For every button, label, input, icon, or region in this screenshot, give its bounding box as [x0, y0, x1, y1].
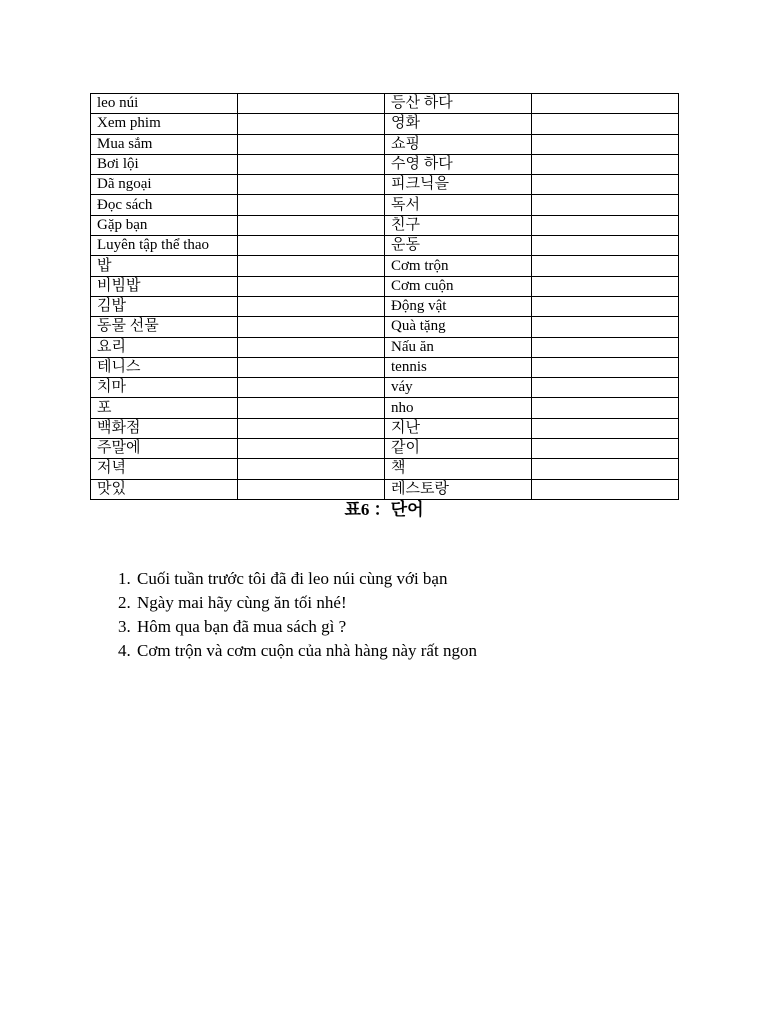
- table-cell: tennis: [385, 357, 532, 377]
- table-cell: Cơm cuộn: [385, 276, 532, 296]
- table-cell: [532, 337, 679, 357]
- table-cell: Dã ngoại: [91, 175, 238, 195]
- table-cell: [238, 256, 385, 276]
- table-row: [91, 479, 679, 499]
- table-cell: 백화점: [91, 418, 238, 438]
- list-item: 2. Ngày mai hãy cùng ăn tối nhé!: [135, 591, 477, 615]
- table-cell: 쇼핑: [385, 134, 532, 154]
- table-cell: Xem phim: [91, 114, 238, 134]
- table-cell: 테니스: [91, 357, 238, 377]
- table-cell: Quà tặng: [385, 317, 532, 337]
- table-cell: [532, 439, 679, 459]
- table-cell: [532, 418, 679, 438]
- table-cell: nho: [385, 398, 532, 418]
- table-cell: [238, 215, 385, 235]
- list-item: 4. Cơm trộn và cơm cuộn của nhà hàng này rất ngon: [135, 639, 477, 663]
- table-cell: leo núi: [91, 94, 238, 114]
- table-cell: [238, 418, 385, 438]
- table-cell: [238, 134, 385, 154]
- table-cell: 맛있: [91, 479, 238, 499]
- table-cell: [238, 94, 385, 114]
- table-cell: 같이: [385, 439, 532, 459]
- table-cell: [238, 479, 385, 499]
- table-cell: [532, 276, 679, 296]
- table-cell: [238, 175, 385, 195]
- table-cell: 책: [385, 459, 532, 479]
- table-cell: [532, 134, 679, 154]
- table-cell: [532, 256, 679, 276]
- table-cell: [238, 378, 385, 398]
- table-row: [91, 134, 679, 154]
- table-caption: 표6 ：단어: [344, 500, 424, 519]
- table-cell: Gặp bạn: [91, 215, 238, 235]
- table-cell: Bơi lội: [91, 154, 238, 174]
- table-row: [91, 94, 679, 114]
- table-cell: [238, 114, 385, 134]
- table-row: [91, 195, 679, 215]
- table-cell: Luyên tập thể thao: [91, 236, 238, 256]
- table-cell: 독서: [385, 195, 532, 215]
- table-cell: 지난: [385, 418, 532, 438]
- table-cell: [532, 459, 679, 479]
- table-cell: Mua sắm: [91, 134, 238, 154]
- table-cell: [532, 378, 679, 398]
- table-cell: 포: [91, 398, 238, 418]
- table-cell: 운동: [385, 236, 532, 256]
- table-cell: [532, 236, 679, 256]
- table-cell: [238, 317, 385, 337]
- table-cell: 요리: [91, 337, 238, 357]
- table-row: [91, 357, 679, 377]
- table-cell: Động vật: [385, 296, 532, 316]
- sentence-list: [90, 567, 477, 663]
- table-cell: [532, 195, 679, 215]
- table-cell: [532, 175, 679, 195]
- table-cell: 치마: [91, 378, 238, 398]
- table-cell: [532, 398, 679, 418]
- table-cell: 등산 하다: [385, 94, 532, 114]
- table-cell: [532, 215, 679, 235]
- table-cell: [532, 114, 679, 134]
- table-cell: [532, 94, 679, 114]
- table-row: [91, 439, 679, 459]
- table-cell: [238, 398, 385, 418]
- table-cell: Đọc sách: [91, 195, 238, 215]
- vocabulary-table: [90, 93, 679, 500]
- table-cell: 레스토랑: [385, 479, 532, 499]
- table-row: [91, 154, 679, 174]
- table-cell: 비빔밥: [91, 276, 238, 296]
- table-row: [91, 236, 679, 256]
- table-cell: 밥: [91, 256, 238, 276]
- table-row: [91, 276, 679, 296]
- table-row: [91, 378, 679, 398]
- table-cell: [238, 357, 385, 377]
- table-cell: [238, 195, 385, 215]
- table-cell: váy: [385, 378, 532, 398]
- table-row: [91, 459, 679, 479]
- table-cell: 김밥: [91, 296, 238, 316]
- table-row: [91, 296, 679, 316]
- table-row: [91, 418, 679, 438]
- table-row: [91, 398, 679, 418]
- table-cell: Nấu ăn: [385, 337, 532, 357]
- table-cell: [238, 154, 385, 174]
- table-cell: 수영 하다: [385, 154, 532, 174]
- table-cell: 피크닉을: [385, 175, 532, 195]
- table-row: [91, 114, 679, 134]
- table-cell: [238, 236, 385, 256]
- table-cell: 저녁: [91, 459, 238, 479]
- table-row: [91, 337, 679, 357]
- list-item: 3. Hôm qua bạn đã mua sách gì ?: [135, 615, 477, 639]
- table-cell: [238, 459, 385, 479]
- table-cell: 친구: [385, 215, 532, 235]
- table-cell: 동물 선물: [91, 317, 238, 337]
- table-row: [91, 175, 679, 195]
- table-cell: [532, 317, 679, 337]
- table-cell: [238, 337, 385, 357]
- table-cell: [532, 296, 679, 316]
- table-cell: [238, 276, 385, 296]
- table-row: [91, 215, 679, 235]
- table-row: [91, 317, 679, 337]
- table-cell: Cơm trộn: [385, 256, 532, 276]
- list-item: 1. Cuối tuần trước tôi đã đi leo núi cùng với bạn: [135, 567, 477, 591]
- table-cell: [532, 154, 679, 174]
- table-row: [91, 256, 679, 276]
- table-cell: [532, 357, 679, 377]
- table-cell: [238, 296, 385, 316]
- table-cell: [238, 439, 385, 459]
- table-cell: 주말에: [91, 439, 238, 459]
- table-cell: [532, 479, 679, 499]
- table-cell: 영화: [385, 114, 532, 134]
